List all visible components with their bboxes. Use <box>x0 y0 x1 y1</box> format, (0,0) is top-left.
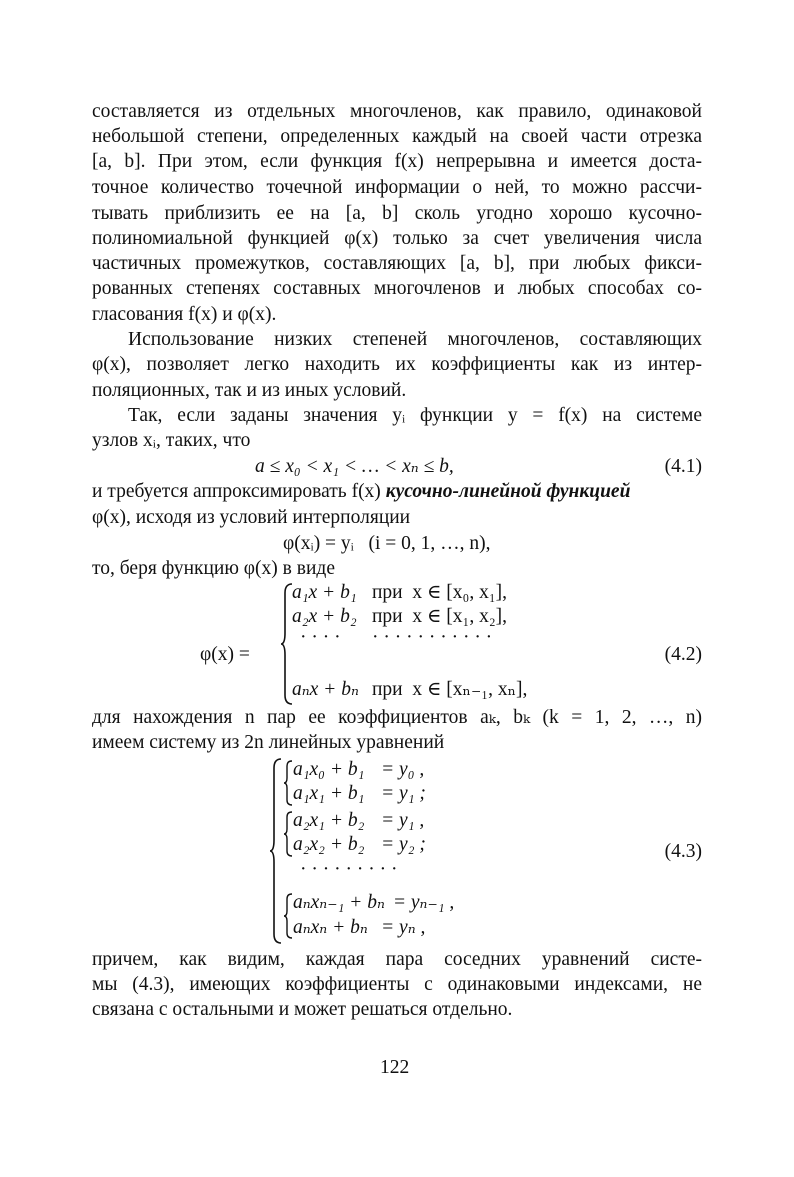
system-row <box>293 809 424 833</box>
piece-cond: при x ∈ [x₁, x₂], <box>372 606 508 627</box>
equation-number: (4.1) <box>664 456 702 477</box>
system-row <box>293 758 424 782</box>
system-row <box>293 782 426 806</box>
text-line: составляется из отдельных многочленов, как правило, одинаковой <box>92 101 702 122</box>
piece-cond: при x ∈ [x₀, x₁], <box>372 582 508 603</box>
outer-brace-icon <box>270 758 282 944</box>
text-line: полиномиальной функцией φ(x) только за счет увеличения числа <box>92 228 702 249</box>
system-row-lhs: aₙxₙ + bₙ <box>293 917 368 938</box>
system-row <box>293 833 426 857</box>
text-line: узлов xᵢ, таких, что <box>92 430 251 451</box>
text-line: мы (4.3), имеющих коэффициенты с одинаковыми индексами, не <box>92 974 702 995</box>
system-row-lhs: aₙxₙ₋₁ + bₙ <box>293 892 385 913</box>
system-row-rhs: = yₙ , <box>381 917 426 938</box>
ellipsis: · · · · <box>300 627 341 648</box>
ellipsis: · · · · · · · · · <box>300 859 398 880</box>
equation-4-1: a ≤ x₀ < x₁ < … < xₙ ≤ b, <box>255 456 454 477</box>
text-line: тывать приблизить ее на [a, b] сколь угодно хорошо кусочно- <box>92 203 702 224</box>
inner-brace-icon <box>284 760 293 806</box>
text-line <box>92 480 702 504</box>
equation-number: (4.3) <box>664 841 702 862</box>
piece-expr: aₙx + bₙ <box>292 679 359 700</box>
piece-row <box>292 581 507 605</box>
text-line: рованных степенях составных многочленов и любых способах со- <box>92 278 702 299</box>
text-line: имеем систему из 2n линейных уравнений <box>92 732 445 753</box>
inner-brace-icon <box>284 811 293 857</box>
system-row-lhs: a₁x₀ + b₁ <box>293 759 365 780</box>
inner-brace-icon <box>284 893 293 939</box>
text-line: связана с остальными и может решаться отдельно. <box>92 999 513 1020</box>
system-row-rhs: = y₂ ; <box>381 834 426 855</box>
page-number: 122 <box>380 1057 410 1078</box>
text-line: Так, если заданы значения yᵢ функции y = f(x) на системе <box>128 405 702 426</box>
equation-number: (4.2) <box>664 644 702 665</box>
text-line: φ(x), исходя из условий интерполяции <box>92 507 411 528</box>
text-segment: и требуется аппроксимировать f(x) <box>92 481 386 502</box>
system-row <box>293 916 425 940</box>
piece-row <box>292 678 527 702</box>
system-row-lhs: a₁x₁ + b₁ <box>293 783 365 804</box>
text-line: для нахождения n пар ее коэффициентов aₖ, bₖ (k = 1, 2, …, n) <box>92 707 702 728</box>
text-line: то, беря функцию φ(x) в виде <box>92 558 335 579</box>
text-line: точное количество точечной информации о ней, то можно рассчи- <box>92 177 702 198</box>
text-line: Использование низких степеней многочленов, составляющих <box>128 329 702 350</box>
system-row-rhs: = y₀ , <box>381 759 425 780</box>
system-row-lhs: a₂x₂ + b₂ <box>293 834 365 855</box>
equation-lhs: φ(x) = <box>200 644 250 665</box>
text-line: φ(x), позволяет легко находить их коэффициенты как из интер- <box>92 354 702 375</box>
ellipsis: · · · · · · · · · · · <box>372 627 493 648</box>
ellipsis-row <box>300 858 397 882</box>
text-line: частичных промежутков, составляющих [a, b], при любых фикси- <box>92 253 702 274</box>
text-line: небольшой степени, определенных каждый на своей части отрезка <box>92 126 702 147</box>
system-row-rhs: = y₁ , <box>381 810 425 831</box>
system-row-rhs: = y₁ ; <box>381 783 426 804</box>
system-row-rhs: = yₙ₋₁ , <box>392 892 455 913</box>
piece-expr: a₁x + b₁ <box>292 582 357 603</box>
text-line: поляционных, так и из иных условий. <box>92 380 407 401</box>
system-row <box>293 891 454 915</box>
system-row-lhs: a₂x₁ + b₂ <box>293 810 365 831</box>
ellipsis-row <box>300 626 492 650</box>
interpolation-condition: φ(xᵢ) = yᵢ (i = 0, 1, …, n), <box>283 533 491 554</box>
piece-expr: a₂x + b₂ <box>292 606 357 627</box>
text-line: [a, b]. При этом, если функция f(x) непрерывна и имеется доста- <box>92 151 702 172</box>
text-line: причем, как видим, каждая пара соседних уравнений систе- <box>92 949 702 970</box>
text-line: гласования f(x) и φ(x). <box>92 304 277 325</box>
piece-cond: при x ∈ [xₙ₋₁, xₙ], <box>372 679 528 700</box>
emphasis-term: кусочно-линейной функцией <box>385 481 631 502</box>
